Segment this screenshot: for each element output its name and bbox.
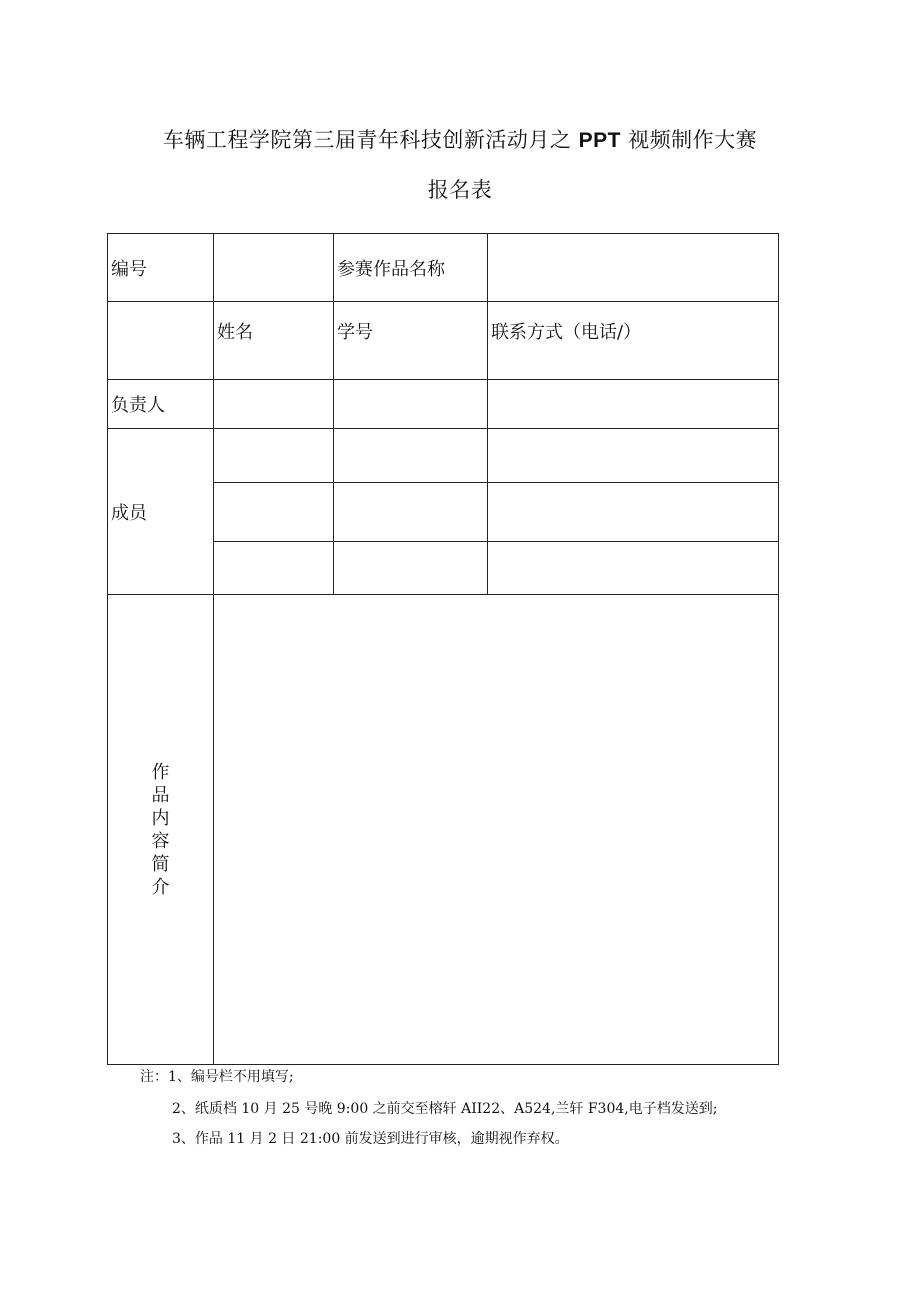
member-1-student-id-cell[interactable] bbox=[334, 429, 488, 483]
number-label: 编号 bbox=[108, 234, 214, 302]
summary-char: 作 bbox=[151, 761, 170, 783]
title-ppt: PPT bbox=[578, 129, 621, 152]
summary-label bbox=[108, 595, 214, 1065]
blank-header-cell bbox=[108, 302, 214, 380]
member-1-name-cell[interactable] bbox=[214, 429, 334, 483]
contact-column-header: 联系方式（电话/） bbox=[488, 302, 779, 380]
summary-char: 简 bbox=[151, 853, 170, 875]
title-suffix: 视频制作大赛 bbox=[628, 128, 758, 152]
member-3-contact-cell[interactable] bbox=[488, 542, 779, 595]
summary-char: 品 bbox=[151, 784, 170, 806]
student-id-column-header: 学号 bbox=[334, 302, 488, 380]
member-3-student-id-cell[interactable] bbox=[334, 542, 488, 595]
entry-name-label: 参赛作品名称 bbox=[334, 234, 488, 302]
table-row-member-1 bbox=[108, 429, 779, 483]
summary-char: 容 bbox=[151, 830, 170, 852]
summary-char: 内 bbox=[151, 807, 170, 829]
member-2-name-cell[interactable] bbox=[214, 483, 334, 542]
leader-student-id-cell[interactable] bbox=[334, 380, 488, 429]
summary-content-cell[interactable] bbox=[214, 595, 779, 1065]
note-1: 注：1、编号栏不用填写; bbox=[140, 1069, 294, 1085]
name-column-header: 姓名 bbox=[214, 302, 334, 380]
note-3: 3、作品 11 月 2 日 21:00 前发送到进行审核，逾期视作弃权。 bbox=[172, 1131, 569, 1147]
table-row-headers bbox=[108, 302, 779, 380]
table-row-leader bbox=[108, 380, 779, 429]
form-title bbox=[0, 124, 920, 154]
entry-name-value-cell[interactable] bbox=[488, 234, 779, 302]
leader-contact-cell[interactable] bbox=[488, 380, 779, 429]
member-1-contact-cell[interactable] bbox=[488, 429, 779, 483]
leader-name-cell[interactable] bbox=[214, 380, 334, 429]
members-label: 成员 bbox=[108, 429, 214, 595]
table-row-summary bbox=[108, 595, 779, 1065]
title-prefix: 车辆工程学院第三届青年科技创新活动月之 bbox=[162, 128, 572, 152]
number-value-cell[interactable] bbox=[214, 234, 334, 302]
form-subtitle: 报名表 bbox=[427, 178, 493, 202]
registration-table bbox=[107, 233, 779, 1065]
member-3-name-cell[interactable] bbox=[214, 542, 334, 595]
member-2-contact-cell[interactable] bbox=[488, 483, 779, 542]
summary-char: 介 bbox=[151, 876, 170, 898]
note-2: 2、纸质档 10 月 25 号晚 9:00 之前交至榕轩 AII22、A524,兰轩 F304,电子档发送到; bbox=[172, 1101, 718, 1117]
table-row-number bbox=[108, 234, 779, 302]
leader-label: 负责人 bbox=[108, 380, 214, 429]
member-2-student-id-cell[interactable] bbox=[334, 483, 488, 542]
